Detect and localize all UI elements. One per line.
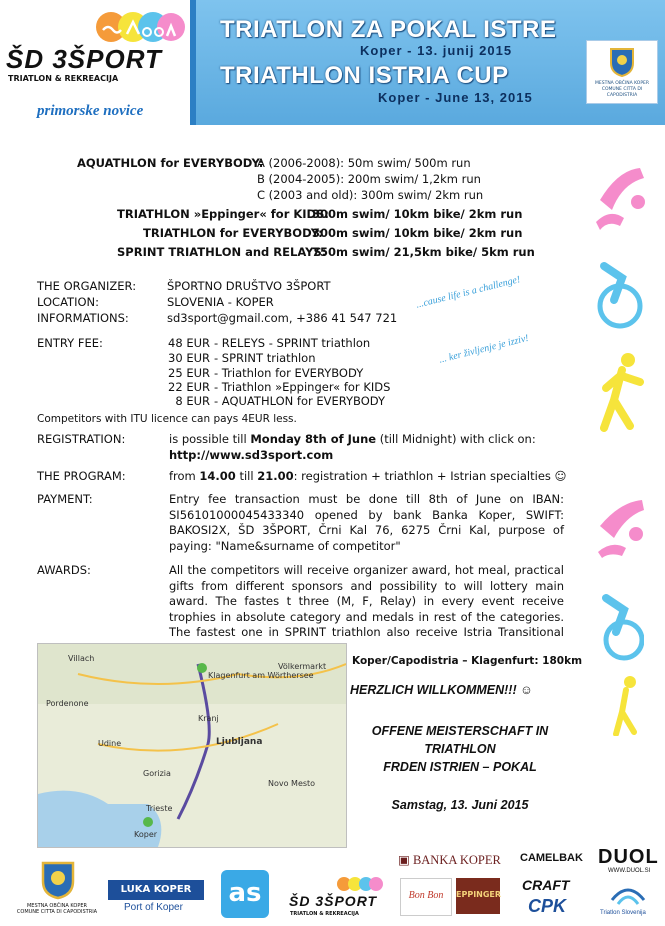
- fee-desc: - Triathlon for EVERYBODY: [214, 366, 364, 380]
- aquathlon-row-c: C (2003 and old): 300m swim/ 2km run: [257, 188, 484, 202]
- registration-post: (till Midnight) with click on:: [379, 432, 536, 446]
- itu-note: Competitors with ITU licence can pays 4EUR less.: [37, 413, 297, 425]
- banka-koper-text: BANKA KOPER: [412, 853, 501, 867]
- fee-price: 30 EUR: [168, 351, 210, 365]
- registration-label: REGISTRATION:: [37, 432, 126, 446]
- german-line-2: TRIATHLON: [424, 742, 496, 756]
- aquathlon-row-a: A (2006-2008): 50m swim/ 500m run: [257, 156, 471, 170]
- payment-text: Entry fee transaction must be done till 8th of June on IBAN: SI56101000045433340 opened by bank Banka Koper, SWIFT: BAKOSI2X, ŠD 3ŠPORT, Črni Kal 76, 6275 Črni Kal, purpose of paying: "Name&surname of competitor": [169, 492, 564, 553]
- fee-price: 48 EUR: [168, 336, 210, 350]
- sport-icons-logo: [95, 10, 185, 44]
- date-slovene: Koper - 13. junij 2015: [360, 43, 513, 58]
- fee-price: 8 EUR: [175, 394, 210, 408]
- sport-logo-bottom: ŠD 3ŠPORT: [289, 893, 378, 909]
- runner-figure-icon-2: [612, 676, 644, 736]
- awards-text: All the competitors will receive organizer award, hot meal, practical gifts from different sponsors and possibility to will lottery main award. The fastes t three (M, F, Relay) in every event receive trophies in absolute category and medals in rest of the categories. The fastest one in SPRINT triathlon also receive Istria Transitional: [169, 563, 564, 639]
- camelbak-logo: CAMELBAK: [520, 852, 583, 864]
- fee-desc: - Triathlon »Eppinger« for KIDS: [214, 380, 391, 394]
- german-line-1: OFFENE MEISTERSCHAFT IN: [371, 724, 549, 738]
- title-slovene: TRIATLON ZA POKAL ISTRE: [220, 16, 557, 43]
- koper-crest-box: [586, 40, 658, 104]
- everybody-label: TRIATHLON for EVERYBODY:: [143, 226, 323, 240]
- organizer-value: ŠPORTNO DRUŠTVO 3ŠPORT: [167, 279, 331, 293]
- kids-label: TRIATHLON »Eppinger« for KIDS:: [117, 207, 329, 221]
- swimmer-figure-icon-2: [596, 496, 648, 560]
- map-city: Udine: [98, 739, 122, 748]
- registration-pre: is possible till: [169, 432, 247, 446]
- german-line-3: FRDEN ISTRIEN – POKAL: [383, 760, 537, 774]
- registration-deadline: Monday 8th of June: [250, 432, 377, 446]
- program-label: THE PROGRAM:: [37, 469, 126, 483]
- awards-label: AWARDS:: [37, 563, 91, 577]
- eppinger-logo: EPPINGER: [456, 878, 500, 914]
- craft-logo: CRAFT: [522, 877, 570, 893]
- program-rest: : registration + triathlon + Istrian specialties ☺: [293, 469, 567, 483]
- location-label: LOCATION:: [37, 295, 99, 309]
- registration-link[interactable]: http://www.sd3sport.com: [169, 447, 334, 462]
- as-logo: as: [221, 870, 269, 918]
- sport-logo-icons: [336, 875, 384, 893]
- triatlon-slovenija-icon: [610, 880, 646, 908]
- koper-caption-1: MESTNA OBČINA KOPER: [26, 903, 88, 909]
- media-partner-logo: primorske novice: [37, 103, 144, 119]
- route-map[interactable]: [37, 643, 347, 848]
- german-welcome: HERZLICH WILLKOMMEN!!! ☺: [350, 683, 533, 697]
- koper-caption-2: COMUNE CITTA DI CAPODISTRIA: [16, 909, 98, 915]
- sprint-value: 750m swim/ 21,5km bike/ 5km run: [312, 245, 535, 259]
- fee-desc: - SPRINT triathlon: [214, 351, 316, 365]
- cyclist-figure-icon: [596, 260, 644, 332]
- cpk-logo: CPK: [528, 896, 567, 916]
- map-city: Kranj: [198, 714, 219, 723]
- map-city: Koper: [134, 830, 158, 839]
- map-city: Gorizia: [143, 769, 171, 778]
- swimmer-figure-icon: [590, 160, 650, 232]
- brand-logo: ŠD 3ŠPORT: [6, 44, 162, 74]
- payment-label: PAYMENT:: [37, 492, 93, 506]
- map-city: Ljubljana: [216, 737, 263, 747]
- banka-koper-logo: ▣ BANKA KOPER: [398, 853, 501, 867]
- aquathlon-row-b: B (2004-2005): 200m swim/ 1,2km run: [257, 172, 481, 186]
- map-city: Trieste: [146, 804, 173, 813]
- koper-crest-icon: [40, 860, 76, 900]
- fee-price: 22 EUR: [168, 380, 210, 394]
- route-caption: Koper/Capodistria – Klagenfurt: 180km: [352, 655, 583, 667]
- german-date: Samstag, 13. Juni 2015: [391, 798, 529, 812]
- triatlon-slovenija-text: Triatlon Slovenija: [600, 910, 646, 916]
- program-till: 21.00: [257, 469, 294, 483]
- map-city: Pordenone: [46, 699, 89, 708]
- crest-icon: [609, 47, 635, 77]
- program-till-word: till: [239, 469, 254, 483]
- luka-koper-logo: LUKA KOPER: [108, 880, 204, 900]
- duol-url: WWW.DUOL.SI: [608, 868, 651, 874]
- sprint-label: SPRINT TRIATHLON and RELAYS:: [117, 245, 327, 259]
- fee-desc: - AQUATHLON for EVERYBODY: [214, 394, 386, 408]
- bonbon-logo: Bon Bon: [400, 878, 452, 916]
- slogan-english: ...cause life is a challenge!: [415, 274, 522, 311]
- registration-text: [169, 432, 564, 463]
- aquathlon-label: AQUATHLON for EVERYBODY:: [77, 156, 264, 170]
- title-english: TRIATHLON ISTRIA CUP: [220, 62, 509, 89]
- everybody-value: 300m swim/ 10km bike/ 2km run: [312, 226, 523, 240]
- runner-figure-icon: [600, 352, 644, 432]
- entry-fee-label: ENTRY FEE:: [37, 336, 103, 350]
- kids-value: 300m swim/ 10km bike/ 2km run: [312, 207, 523, 221]
- map-city: Villach: [68, 654, 95, 663]
- header-logo-panel: [0, 0, 196, 125]
- informations-label: INFORMATIONS:: [37, 311, 129, 325]
- organizer-label: THE ORGANIZER:: [37, 279, 137, 293]
- cyclist-figure-icon-2: [600, 590, 644, 670]
- sport-logo-tagline: TRIATLON & REKREACIJA: [290, 911, 359, 917]
- program-text: [169, 469, 567, 483]
- koper-crest-caption: [14, 903, 100, 915]
- duol-logo: DUOL: [598, 846, 659, 868]
- informations-value: sd3sport@gmail.com, +386 41 547 721: [167, 311, 398, 325]
- location-value: SLOVENIA - KOPER: [167, 295, 274, 309]
- date-english: Koper - June 13, 2015: [378, 90, 533, 105]
- fee-price: 25 EUR: [168, 366, 210, 380]
- map-city: Völkermarkt: [278, 662, 327, 671]
- brand-tagline: TRIATLON & REKREACIJA: [8, 74, 119, 83]
- luka-koper-subtitle: Port of Koper: [124, 902, 183, 913]
- fee-desc: - RELEYS - SPRINT triathlon: [214, 336, 371, 350]
- map-city: Novo Mesto: [268, 779, 316, 788]
- program-from: 14.00: [199, 469, 236, 483]
- crest-caption: MESTNA OBČINA KOPER COMUNE CITTA DI CAPODISTRIA: [594, 81, 650, 98]
- slogan-slovene: ... ker življenje je izziv!: [438, 332, 530, 366]
- map-city: Klagenfurt am Wörthersee: [208, 671, 314, 680]
- program-from-word: from: [169, 469, 196, 483]
